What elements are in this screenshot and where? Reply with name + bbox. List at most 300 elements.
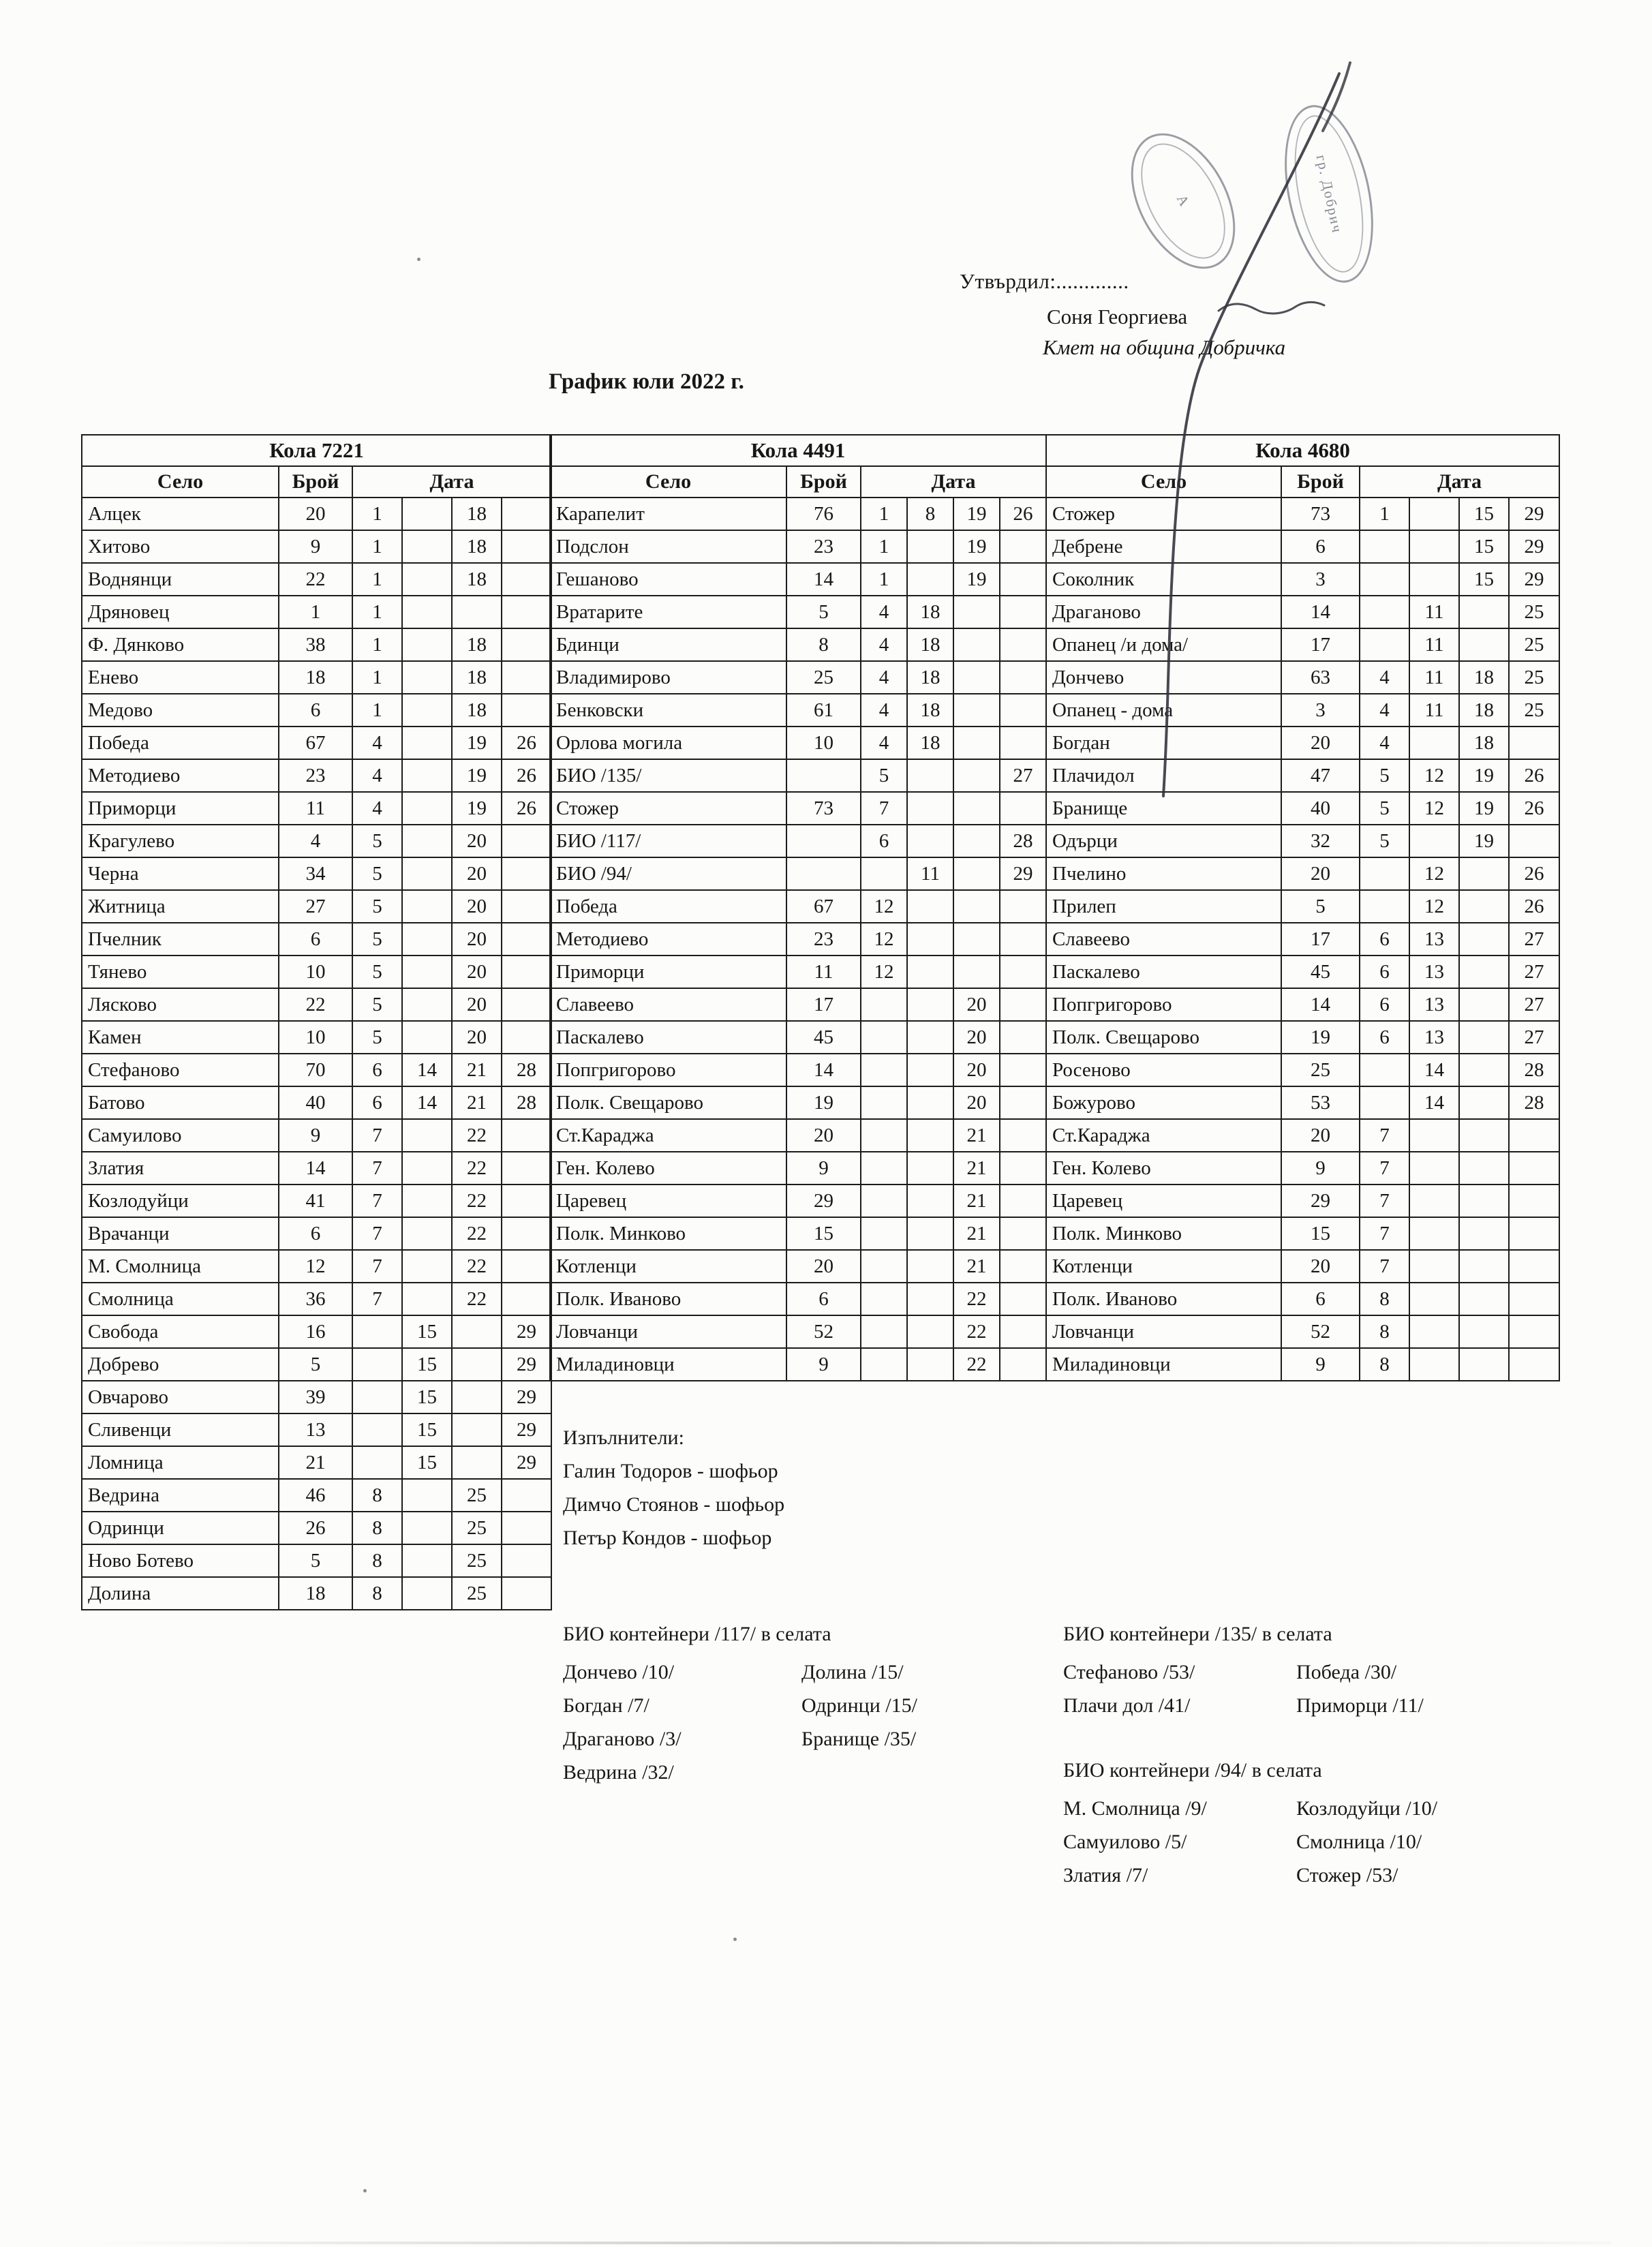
table-row <box>82 1315 551 1348</box>
bio-item: Самуилово /5/ <box>1063 1831 1187 1853</box>
bio-item: Одринци /15/ <box>801 1694 917 1717</box>
village-cell: Миладиновци <box>550 1348 786 1381</box>
date-cell: 6 <box>352 1086 402 1119</box>
village-cell: Самуилово <box>82 1119 279 1152</box>
date-cell: 12 <box>861 923 907 956</box>
bio-item: Смолница /10/ <box>1296 1831 1422 1853</box>
date-cell: 7 <box>1360 1250 1409 1283</box>
date-cell <box>1360 530 1409 563</box>
table-row <box>1046 694 1559 727</box>
date-cell: 27 <box>1509 956 1559 988</box>
date-cell: 7 <box>352 1152 402 1184</box>
count-cell: 34 <box>279 857 352 890</box>
date-cell: 27 <box>1509 988 1559 1021</box>
date-cell <box>402 857 452 890</box>
table-row <box>82 759 551 792</box>
date-cell <box>1409 1315 1459 1348</box>
village-cell: Ст.Караджа <box>1046 1119 1281 1152</box>
count-cell: 45 <box>786 1021 861 1054</box>
bio-item: Плачи дол /41/ <box>1063 1694 1191 1717</box>
date-cell: 21 <box>953 1217 1000 1250</box>
executors-title: Изпълнители: <box>563 1426 684 1449</box>
table-row <box>550 759 1046 792</box>
date-cell: 8 <box>352 1512 402 1544</box>
village-cell: Черна <box>82 857 279 890</box>
date-cell: 4 <box>861 694 907 727</box>
date-cell: 6 <box>1360 988 1409 1021</box>
bio-block-title: БИО контейнери /135/ в селата <box>1063 1623 1332 1645</box>
date-cell <box>907 1348 953 1381</box>
scan-edge-artifact <box>89 2242 1611 2244</box>
date-cell <box>402 1021 452 1054</box>
date-cell: 19 <box>1459 792 1509 825</box>
table-row <box>82 1544 551 1577</box>
date-cell: 7 <box>1360 1217 1409 1250</box>
date-cell: 5 <box>352 923 402 956</box>
count-cell: 1 <box>279 596 352 628</box>
village-cell: Одринци <box>82 1512 279 1544</box>
bio-containers-block-94 <box>1063 1757 1536 1895</box>
bio-item: Долина /15/ <box>801 1661 904 1683</box>
village-cell: Дончево <box>1046 661 1281 694</box>
table-row <box>82 530 551 563</box>
date-cell: 29 <box>1509 563 1559 596</box>
date-cell <box>953 792 1000 825</box>
date-cell: 25 <box>452 1512 502 1544</box>
date-cell <box>953 628 1000 661</box>
date-cell <box>953 956 1000 988</box>
village-cell: Опанец - дома <box>1046 694 1281 727</box>
date-cell <box>402 792 452 825</box>
village-cell: Овчарово <box>82 1381 279 1413</box>
count-cell: 26 <box>279 1512 352 1544</box>
date-cell: 21 <box>452 1054 502 1086</box>
date-cell <box>352 1315 402 1348</box>
date-cell <box>1509 825 1559 857</box>
date-cell <box>352 1413 402 1446</box>
date-cell <box>953 596 1000 628</box>
date-cell: 19 <box>953 563 1000 596</box>
date-cell <box>1459 1119 1509 1152</box>
table-row <box>82 857 551 890</box>
date-cell <box>1509 1250 1559 1283</box>
date-cell <box>1409 825 1459 857</box>
date-cell: 8 <box>1360 1283 1409 1315</box>
count-cell: 22 <box>279 563 352 596</box>
approver-role: Кмет на община Добричка <box>1043 335 1286 359</box>
date-cell: 6 <box>352 1054 402 1086</box>
village-cell: Попгригорово <box>1046 988 1281 1021</box>
date-cell: 7 <box>352 1250 402 1283</box>
count-cell: 19 <box>786 1086 861 1119</box>
date-cell: 4 <box>1360 727 1409 759</box>
date-cell: 25 <box>1509 694 1559 727</box>
table-row <box>550 596 1046 628</box>
count-cell: 21 <box>279 1446 352 1479</box>
date-cell: 21 <box>953 1184 1000 1217</box>
count-cell: 10 <box>786 727 861 759</box>
table-row <box>82 825 551 857</box>
date-cell: 7 <box>1360 1119 1409 1152</box>
date-cell <box>402 1217 452 1250</box>
column-header-count: Брой <box>279 466 352 498</box>
table-row <box>82 988 551 1021</box>
count-cell: 73 <box>1281 498 1360 530</box>
table-row <box>550 1152 1046 1184</box>
table-row <box>82 1381 551 1413</box>
date-cell <box>1509 1283 1559 1315</box>
table-row <box>1046 956 1559 988</box>
count-cell: 20 <box>1281 1250 1360 1283</box>
count-cell: 40 <box>279 1086 352 1119</box>
date-cell: 11 <box>1409 596 1459 628</box>
date-cell <box>1409 727 1459 759</box>
bio-village-list <box>563 1658 1047 1792</box>
date-cell: 22 <box>452 1119 502 1152</box>
bio-item: М. Смолница /9/ <box>1063 1797 1207 1820</box>
count-cell: 23 <box>279 759 352 792</box>
count-cell: 17 <box>786 988 861 1021</box>
stamp-text: гр. Добрич <box>1313 153 1346 235</box>
table-row <box>550 956 1046 988</box>
village-cell: Полк. Минково <box>1046 1217 1281 1250</box>
date-cell <box>953 890 1000 923</box>
table-row <box>82 1152 551 1184</box>
date-cell <box>502 694 551 727</box>
date-cell: 29 <box>502 1381 551 1413</box>
count-cell: 14 <box>786 563 861 596</box>
date-cell: 29 <box>1509 530 1559 563</box>
date-cell: 22 <box>452 1250 502 1283</box>
table-row <box>1046 498 1559 530</box>
date-cell: 18 <box>452 661 502 694</box>
date-cell: 22 <box>953 1283 1000 1315</box>
date-cell <box>953 857 1000 890</box>
date-cell <box>1000 1054 1046 1086</box>
date-cell <box>1459 1217 1509 1250</box>
table-row <box>550 1086 1046 1119</box>
date-cell <box>861 1021 907 1054</box>
count-cell: 73 <box>786 792 861 825</box>
table-row <box>550 988 1046 1021</box>
date-cell: 20 <box>452 956 502 988</box>
date-cell: 8 <box>1360 1348 1409 1381</box>
date-cell <box>352 1348 402 1381</box>
date-cell <box>907 825 953 857</box>
count-cell: 14 <box>1281 988 1360 1021</box>
count-cell: 6 <box>1281 530 1360 563</box>
date-cell <box>402 1250 452 1283</box>
date-cell: 20 <box>452 825 502 857</box>
date-cell: 18 <box>1459 694 1509 727</box>
date-cell <box>502 530 551 563</box>
date-cell <box>1509 727 1559 759</box>
table-row <box>1046 1152 1559 1184</box>
village-cell: Полк. Минково <box>550 1217 786 1250</box>
table-row <box>550 1315 1046 1348</box>
count-cell: 3 <box>1281 694 1360 727</box>
date-cell: 7 <box>352 1217 402 1250</box>
date-cell <box>1409 563 1459 596</box>
village-cell: Приморци <box>550 956 786 988</box>
date-cell <box>1409 1152 1459 1184</box>
scan-noise-dot <box>417 258 420 261</box>
date-cell <box>1000 988 1046 1021</box>
date-cell: 5 <box>352 890 402 923</box>
round-stamp-left <box>1110 116 1256 286</box>
date-cell <box>402 628 452 661</box>
date-cell: 4 <box>352 792 402 825</box>
count-cell: 11 <box>786 956 861 988</box>
date-cell: 20 <box>452 988 502 1021</box>
date-cell <box>502 825 551 857</box>
table-row <box>1046 1250 1559 1283</box>
date-cell: 22 <box>953 1348 1000 1381</box>
date-cell <box>452 1446 502 1479</box>
date-cell: 11 <box>1409 661 1459 694</box>
date-cell <box>402 1512 452 1544</box>
village-cell: Смолница <box>82 1283 279 1315</box>
village-cell: Богдан <box>1046 727 1281 759</box>
table-row <box>550 1348 1046 1381</box>
date-cell: 18 <box>907 694 953 727</box>
date-cell: 1 <box>352 628 402 661</box>
date-cell <box>1509 1315 1559 1348</box>
village-cell: Прилеп <box>1046 890 1281 923</box>
schedule-table-car-4491 <box>549 434 1047 1381</box>
date-cell <box>502 1184 551 1217</box>
stamp-text: А <box>1173 192 1194 210</box>
date-cell <box>502 661 551 694</box>
date-cell <box>861 1152 907 1184</box>
count-cell: 8 <box>786 628 861 661</box>
date-cell: 5 <box>352 857 402 890</box>
date-cell <box>861 1217 907 1250</box>
date-cell <box>1000 956 1046 988</box>
date-cell <box>907 890 953 923</box>
date-cell: 13 <box>1409 923 1459 956</box>
count-cell: 5 <box>279 1348 352 1381</box>
date-cell <box>1509 1348 1559 1381</box>
date-cell: 29 <box>502 1446 551 1479</box>
date-cell: 20 <box>953 1086 1000 1119</box>
car-section-title: Кола 4491 <box>550 435 1046 466</box>
date-cell <box>1360 563 1409 596</box>
date-cell: 15 <box>402 1446 452 1479</box>
date-cell: 20 <box>953 1054 1000 1086</box>
bio-item: Стожер /53/ <box>1296 1864 1398 1886</box>
date-cell <box>502 1021 551 1054</box>
table-row <box>1046 661 1559 694</box>
date-cell: 26 <box>502 727 551 759</box>
date-cell: 25 <box>1509 661 1559 694</box>
date-cell <box>502 563 551 596</box>
date-cell <box>861 1348 907 1381</box>
date-cell <box>1459 1152 1509 1184</box>
date-cell <box>1000 694 1046 727</box>
date-cell <box>907 988 953 1021</box>
count-cell <box>786 759 861 792</box>
date-cell <box>1000 596 1046 628</box>
bio-item: Златия /7/ <box>1063 1864 1148 1886</box>
table-row <box>1046 825 1559 857</box>
count-cell: 25 <box>1281 1054 1360 1086</box>
table-row <box>550 661 1046 694</box>
date-cell <box>402 1283 452 1315</box>
date-cell <box>402 759 452 792</box>
date-cell <box>452 1413 502 1446</box>
date-cell <box>1409 1250 1459 1283</box>
count-cell: 67 <box>786 890 861 923</box>
date-cell <box>1000 1119 1046 1152</box>
date-cell <box>502 1250 551 1283</box>
date-cell <box>1409 1283 1459 1315</box>
date-cell: 12 <box>1409 890 1459 923</box>
village-cell: Полк. Иваново <box>1046 1283 1281 1315</box>
village-cell: Ведрина <box>82 1479 279 1512</box>
date-cell: 27 <box>1509 923 1559 956</box>
date-cell: 5 <box>352 956 402 988</box>
date-cell: 18 <box>452 530 502 563</box>
date-cell <box>502 1577 551 1610</box>
date-cell <box>1459 1054 1509 1086</box>
date-cell <box>1000 661 1046 694</box>
date-cell <box>1459 988 1509 1021</box>
date-cell <box>402 1152 452 1184</box>
table-row <box>1046 1021 1559 1054</box>
village-cell: Приморци <box>82 792 279 825</box>
date-cell <box>402 661 452 694</box>
date-cell <box>1459 1315 1509 1348</box>
date-cell: 20 <box>452 890 502 923</box>
table-row <box>1046 530 1559 563</box>
column-header-village: Село <box>82 466 279 498</box>
count-cell: 20 <box>279 498 352 530</box>
date-cell <box>1000 923 1046 956</box>
date-cell <box>907 1086 953 1119</box>
village-cell: БИО /94/ <box>550 857 786 890</box>
table-row <box>550 1283 1046 1315</box>
date-cell: 15 <box>402 1315 452 1348</box>
date-cell <box>1000 628 1046 661</box>
date-cell <box>953 759 1000 792</box>
village-cell: Свобода <box>82 1315 279 1348</box>
village-cell: Камен <box>82 1021 279 1054</box>
village-cell: Опанец /и дома/ <box>1046 628 1281 661</box>
date-cell <box>1000 1217 1046 1250</box>
table-row <box>82 1413 551 1446</box>
table-row <box>82 1479 551 1512</box>
date-cell: 4 <box>861 628 907 661</box>
count-cell: 38 <box>279 628 352 661</box>
column-header-village: Село <box>550 466 786 498</box>
village-cell: Владимирово <box>550 661 786 694</box>
bio-item: Драганово /3/ <box>563 1728 682 1750</box>
column-header-date: Дата <box>861 466 1046 498</box>
count-cell: 52 <box>1281 1315 1360 1348</box>
date-cell: 20 <box>452 857 502 890</box>
date-cell: 19 <box>452 727 502 759</box>
village-cell: Росеново <box>1046 1054 1281 1086</box>
count-cell: 16 <box>279 1315 352 1348</box>
date-cell <box>1409 1184 1459 1217</box>
date-cell <box>907 759 953 792</box>
date-cell: 21 <box>953 1250 1000 1283</box>
date-cell: 7 <box>1360 1184 1409 1217</box>
date-cell <box>861 1119 907 1152</box>
date-cell: 25 <box>452 1544 502 1577</box>
table-row <box>82 1054 551 1086</box>
village-cell: Лясково <box>82 988 279 1021</box>
date-cell <box>1509 1119 1559 1152</box>
date-cell <box>402 1544 452 1577</box>
date-cell <box>1409 530 1459 563</box>
count-cell: 9 <box>279 530 352 563</box>
date-cell: 4 <box>861 661 907 694</box>
date-cell: 5 <box>352 1021 402 1054</box>
village-cell: Одърци <box>1046 825 1281 857</box>
date-cell <box>953 825 1000 857</box>
date-cell <box>1409 498 1459 530</box>
date-cell <box>1360 628 1409 661</box>
date-cell: 5 <box>352 988 402 1021</box>
date-cell <box>953 694 1000 727</box>
table-row <box>1046 1184 1559 1217</box>
count-cell: 10 <box>279 1021 352 1054</box>
bio-item: Богдан /7/ <box>563 1694 649 1717</box>
village-cell: БИО /117/ <box>550 825 786 857</box>
table-row <box>82 1348 551 1381</box>
village-cell: Славеево <box>550 988 786 1021</box>
village-cell: Бдинци <box>550 628 786 661</box>
count-cell: 20 <box>786 1250 861 1283</box>
count-cell: 20 <box>786 1119 861 1152</box>
table-row <box>82 890 551 923</box>
date-cell <box>907 563 953 596</box>
table-row <box>82 563 551 596</box>
column-header-count: Брой <box>1281 466 1360 498</box>
table-row <box>550 563 1046 596</box>
village-cell: Златия <box>82 1152 279 1184</box>
date-cell: 26 <box>1509 857 1559 890</box>
date-cell: 1 <box>352 563 402 596</box>
date-cell: 6 <box>1360 956 1409 988</box>
count-cell: 70 <box>279 1054 352 1086</box>
village-cell: Воднянци <box>82 563 279 596</box>
date-cell: 5 <box>1360 759 1409 792</box>
count-cell: 22 <box>279 988 352 1021</box>
table-row <box>550 727 1046 759</box>
date-cell <box>1360 596 1409 628</box>
table-row <box>550 857 1046 890</box>
date-cell: 15 <box>402 1413 452 1446</box>
date-cell: 19 <box>1459 825 1509 857</box>
village-cell: Ф. Дянково <box>82 628 279 661</box>
date-cell: 26 <box>1509 890 1559 923</box>
count-cell: 20 <box>1281 1119 1360 1152</box>
date-cell: 5 <box>352 825 402 857</box>
date-cell: 26 <box>502 792 551 825</box>
date-cell <box>953 923 1000 956</box>
date-cell <box>402 988 452 1021</box>
date-cell: 5 <box>1360 792 1409 825</box>
village-cell: Полк. Свещарово <box>550 1086 786 1119</box>
date-cell <box>1360 1086 1409 1119</box>
bio-block-title: БИО контейнери /117/ в селата <box>563 1623 831 1645</box>
date-cell: 13 <box>1409 988 1459 1021</box>
date-cell: 18 <box>907 727 953 759</box>
table-row <box>1046 563 1559 596</box>
